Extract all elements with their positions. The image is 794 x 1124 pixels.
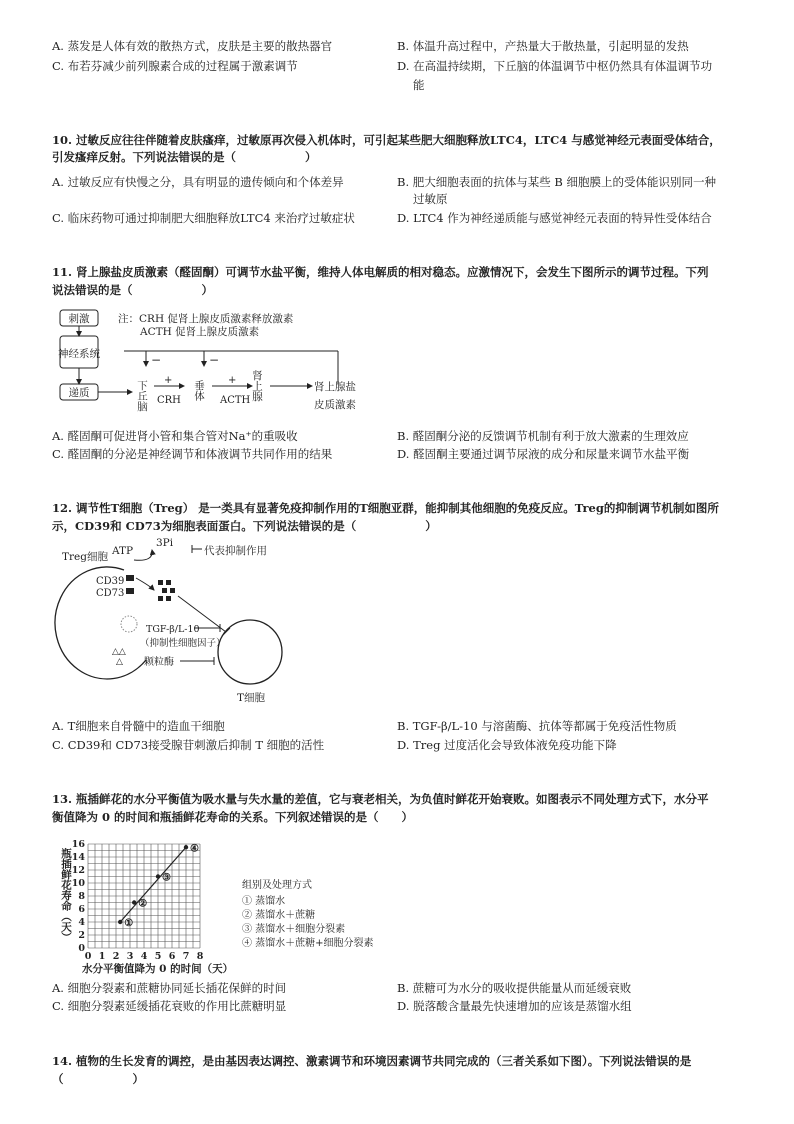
q12-option-a: A. T细胞来自骨髓中的造血干细胞 [52,719,225,733]
chart-grid [88,844,200,948]
q9-option-a: A. 蒸发是人体有效的散热方式，皮肤是主要的散热器官 [52,39,333,53]
note-crh: 注：CRH 促肾上腺皮质激素释放激素 [118,313,294,325]
svg-text:△: △ [116,657,123,667]
q10-option-b: B. 肥大细胞表面的抗体与某些 B 细胞膜上的受体能识别同一种 [397,175,717,189]
cytokine-label: TGF-β/L-10 [146,624,200,635]
cd73-label: CD73 [96,588,125,599]
q11-option-b: B. 醛固酮分泌的反馈调节机制有利于放大激素的生理效应 [397,429,689,443]
pi-label: 3Pi [156,537,174,549]
y-tick-label: 2 [78,930,85,941]
cd39-label: CD39 [96,576,125,587]
adenosine-cluster [158,580,175,601]
chart-ylabel: 瓶插鲜花寿命（天） [60,848,72,943]
x-tick-label: 6 [168,951,176,962]
cytokine-desc: （抑制性细胞因子） [140,638,226,649]
data-point [132,900,136,904]
y-tick-label: 6 [78,904,85,915]
q12-option-c: C. CD39和 CD73接受腺苷刺激后抑制 T 细胞的活性 [52,738,325,752]
x-tick-label: 2 [112,951,120,962]
q11-regulation-diagram [56,306,376,418]
y-tick-label: 14 [71,852,85,863]
t-cell-label: T细胞 [237,692,266,704]
acth-label: ACTH [220,395,251,406]
q10-option-c: C. 临床药物可通过抑制肥大细胞释放LTC4 来治疗过敏症状 [52,211,355,225]
crh-label: CRH [157,395,181,406]
y-tick-label: 0 [78,943,85,954]
q11-option-a: A. 醛固酮可促进肾小管和集合管对Na⁺的重吸收 [52,429,298,443]
legend-title: 组别及处理方式 [242,880,312,891]
q14-stem-cont: （ ） [52,1072,144,1086]
q13-option-d: D. 脱落酸含量最先快速增加的应该是蒸馏水组 [397,999,632,1013]
note-acth: ACTH 促肾上腺皮质激素 [140,326,260,338]
q12-treg-diagram [54,536,354,706]
q12-option-d: D. Treg 过度活化会导致体液免疫功能下降 [397,738,617,752]
q12-stem-cont: 示，CD39和 CD73为细胞表面蛋白。下列说法错误的是（ ） [52,519,437,533]
data-point-label: ② [138,898,148,910]
q12-option-b: B. TGF-β/L-10 与溶菌酶、抗体等都属于免疫活性物质 [397,719,677,733]
q11-option-d: D. 醛固酮主要通过调节尿液的成分和尿量来调节水盐平衡 [397,447,690,461]
x-tick-label: 3 [126,951,134,962]
plus-1: + [164,375,173,386]
granzyme-label: 颗粒酶 [144,657,174,668]
data-point [118,920,122,924]
y-tick-label: 10 [71,878,85,889]
q13-chart [56,836,396,976]
q11-stem-cont: 说法错误的是（ ） [52,283,213,297]
q9-option-d: D. 在高温持续期，下丘脑的体温调节中枢仍然具有体温调节功 [397,59,713,73]
x-tick-label: 8 [196,951,204,962]
plus-2: + [228,375,237,386]
q9-option-b: B. 体温升高过程中，产热量大于散热量，引起明显的发热 [397,39,689,53]
svg-text:△△: △△ [112,647,126,657]
nervous-system-label: 神经系统 [58,348,100,360]
q13-option-a: A. 细胞分裂素和蔗糖协同延长插花保鲜的时间 [52,981,287,995]
stimulus-label: 刺激 [68,313,90,325]
feedback-minus-2: − [209,353,220,367]
legend-item-3: ③ 蒸馏水＋细胞分裂素 [242,924,346,935]
q9-option-d-cont: 能 [413,78,425,92]
q10-option-b-cont: 过敏原 [413,192,448,206]
q12-stem: 12. 调节性T细胞（Treg） 是一类具有显著免疫抑制作用的T细胞亚群，能抑制其他细胞的免疫反应。Treg的抑制调节机制如图所 [52,501,719,515]
y-tick-label: 16 [71,839,85,850]
adrenal-label: 肾上腺 [251,370,263,402]
x-tick-label: 1 [98,951,106,962]
pituitary-label: 垂体 [193,380,205,401]
atp-label: ATP [112,545,134,557]
q14-stem: 14. 植物的生长发育的调控，是由基因表达调控、激素调节和环境因素调节共同完成的（三者关系如下图）。下列说法错误的是 [52,1054,692,1068]
legend-item-1: ① 蒸馏水 [242,896,286,907]
q13-option-b: B. 蔗糖可为水分的吸收提供能量从而延缓衰败 [397,981,632,995]
x-tick-label: 4 [140,951,148,962]
y-tick-label: 4 [78,917,85,928]
treg-label: Treg细胞 [62,551,108,563]
q10-option-a: A. 过敏反应有快慢之分，具有明显的遗传倾向和个体差异 [52,175,344,189]
q10-option-d: D. LTC4 作为神经递质能与感觉神经元表面的特异性受体结合 [397,211,712,225]
data-point-label: ① [124,918,134,929]
inhibition-legend: 代表抑制作用 [204,545,267,557]
cortical-hormone-label-2: 皮质激素 [314,399,356,411]
data-point-label: ③ [162,872,171,884]
chart-xlabel: 水分平衡值降为 0 的时间（天） [82,963,234,975]
q10-stem-cont: 引发瘙痒反射。下列说法错误的是（ ） [52,150,317,164]
data-point [156,874,160,878]
legend-item-2: ② 蒸馏水＋蔗糖 [242,910,316,921]
t-cell [218,620,282,684]
x-tick-label: 0 [84,951,92,962]
data-point-label: ④ [190,843,199,855]
x-tick-label: 5 [154,951,162,962]
q13-option-c: C. 细胞分裂素延缓插花衰败的作用比蔗糖明显 [52,999,287,1013]
cortical-hormone-label: 肾上腺盐 [314,381,356,393]
transmitter-label: 递质 [68,387,90,399]
y-tick-label: 12 [71,865,85,876]
q11-option-c: C. 醛固酮的分泌是神经调节和体液调节共同作用的结果 [52,447,333,461]
q9-option-c: C. 布若芬减少前列腺素合成的过程属于激素调节 [52,59,298,73]
q10-stem: 10. 过敏反应往往伴随着皮肤瘙痒，过敏原再次侵入机体时，可引起某些肥大细胞释放LTC4，LTC4 与感觉神经元表面受体结合， [52,133,721,147]
feedback-minus-1: − [151,353,162,367]
data-point [184,845,188,849]
q11-stem: 11. 肾上腺盐皮质激素（醛固酮）可调节水盐平衡，维持人体电解质的相对稳态。应激情况下，会发生下图所示的调节过程。下列 [52,265,709,279]
y-tick-label: 8 [78,891,85,902]
hypothalamus-label: 下丘脑 [136,380,148,412]
q13-stem-cont: 衡值降为 0 的时间和瓶插鲜花寿命的关系。下列叙述错误的是（ ） [52,810,414,824]
x-tick-label: 7 [182,951,190,962]
legend-item-4: ④ 蒸馏水＋蔗糖+细胞分裂素 [242,938,374,949]
q13-stem: 13. 瓶插鲜花的水分平衡值为吸水量与失水量的差值，它与衰老相关，为负值时鲜花开始衰败。如图表示不同处理方式下，水分平 [52,792,709,806]
